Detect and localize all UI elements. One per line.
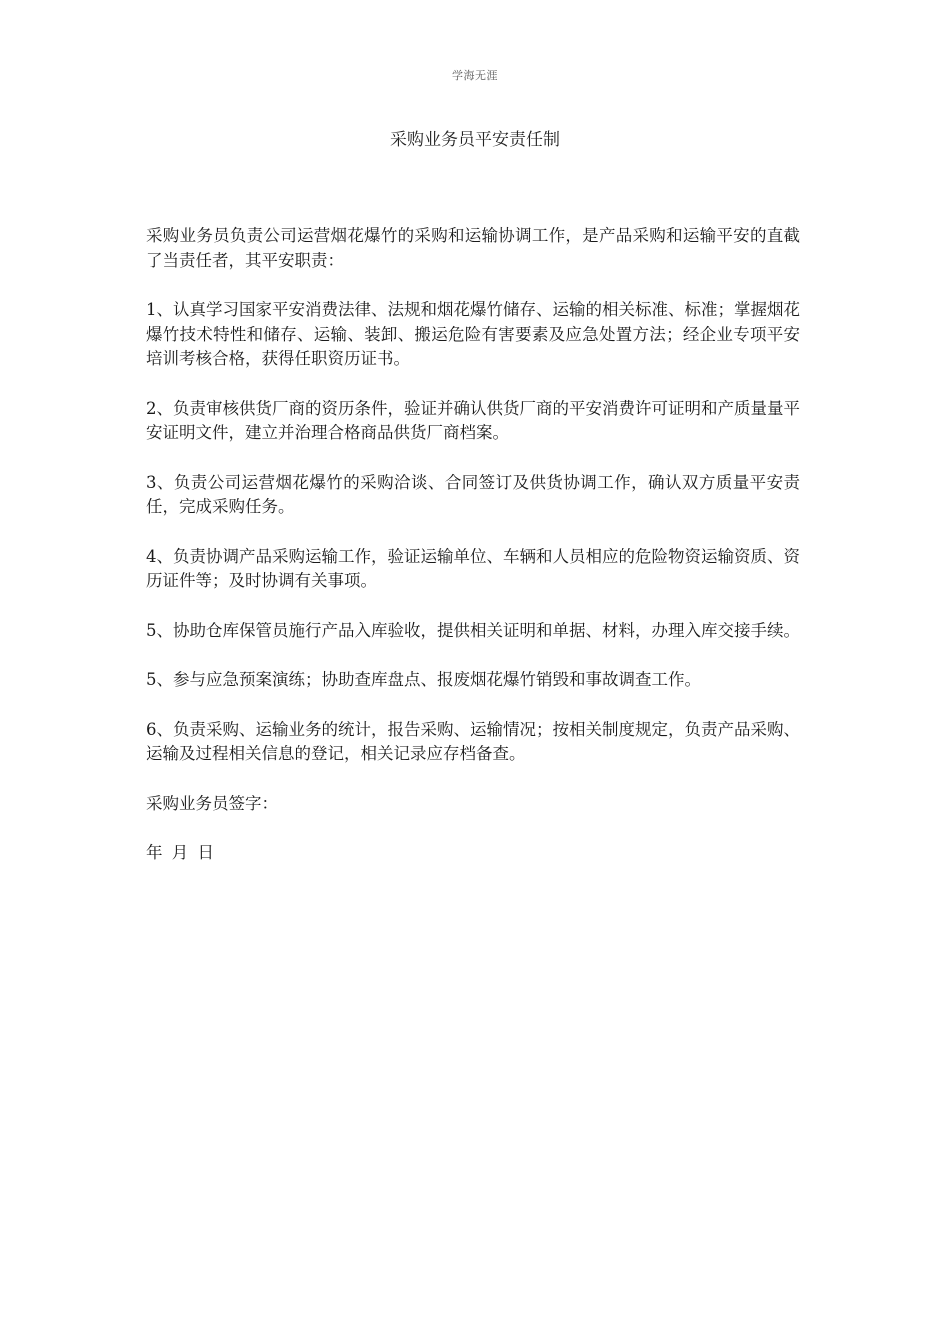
document-body <box>146 224 800 866</box>
duty-item-1: 1、认真学习国家平安消费法律、法规和烟花爆竹储存、运输的相关标准、标准；掌握烟花爆竹技术特性和储存、运输、装卸、搬运危险有害要素及应急处置方法；经企业专项平安培训考核合格，获得任职资历证书。 <box>146 300 800 368</box>
page-header: 学海无涯 <box>452 69 498 82</box>
duty-item-3: 3、负责公司运营烟花爆竹的采购洽谈、合同签订及供货协调工作，确认双方质量平安责任，完成采购任务。 <box>146 472 800 516</box>
duty-item-5: 5、协助仓库保管员施行产品入库验收，提供相关证明和单据、材料，办理入库交接手续。 <box>146 620 800 640</box>
duty-item-2: 2、负责审核供货厂商的资历条件，验证并确认供货厂商的平安消费许可证明和产质量量平安证明文件，建立并治理合格商品供货厂商档案。 <box>146 398 800 442</box>
date-line: 年 月 日 <box>146 843 216 862</box>
duty-item-4: 4、负责协调产品采购运输工作，验证运输单位、车辆和人员相应的危险物资运输资质、资历证件等；及时协调有关事项。 <box>146 546 800 590</box>
document-title: 采购业务员平安责任制 <box>390 130 560 150</box>
duty-item-5b: 5、参与应急预案演练；协助查库盘点、报废烟花爆竹销毁和事故调查工作。 <box>146 670 701 689</box>
intro-paragraph: 采购业务员负责公司运营烟花爆竹的采购和运输协调工作，是产品采购和运输平安的直截了当责任者，其平安职责： <box>146 226 800 270</box>
signature-label: 采购业务员签字： <box>146 793 278 813</box>
duty-item-6: 6、负责采购、运输业务的统计，报告采购、运输情况；按相关制度规定，负责产品采购、运输及过程相关信息的登记，相关记录应存档备查。 <box>146 719 800 763</box>
